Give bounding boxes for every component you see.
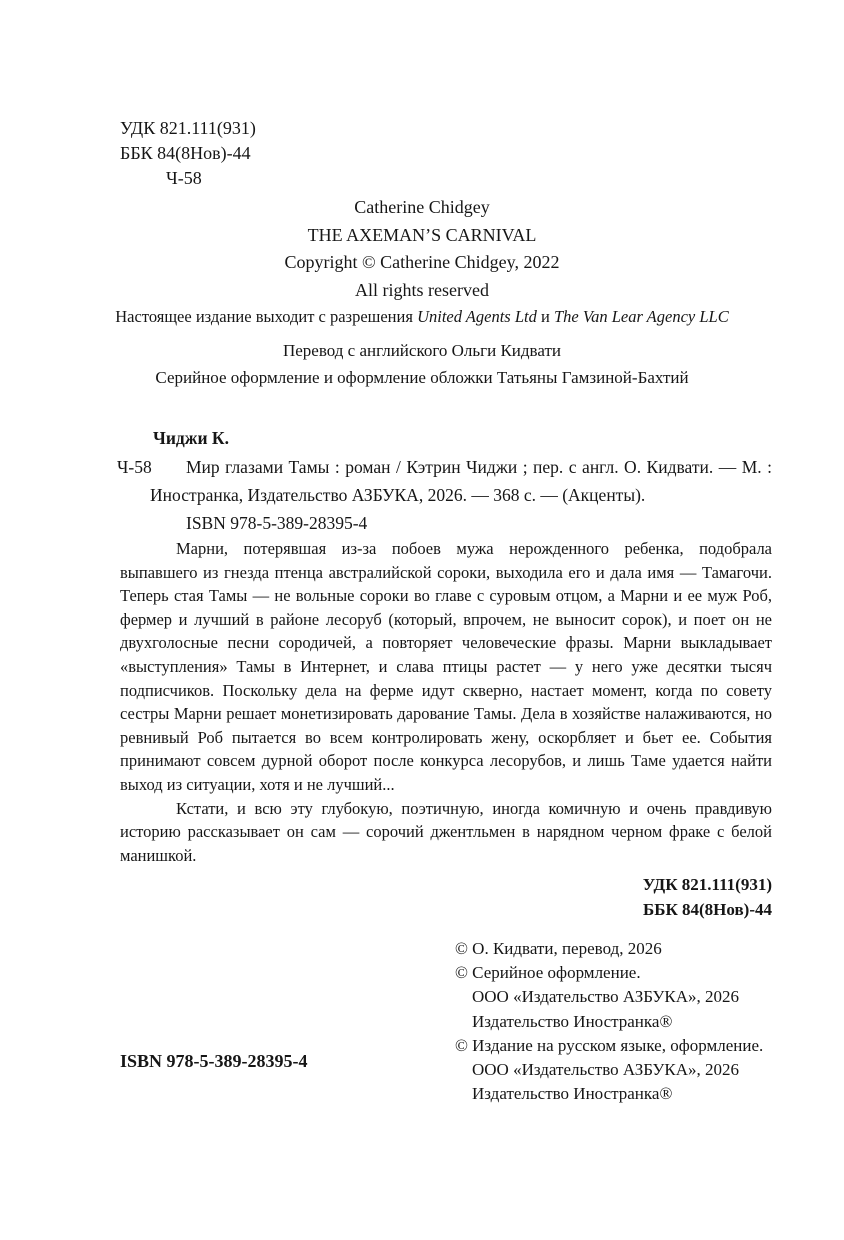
permission-line [0, 306, 844, 328]
annotation-paragraph-1: Марни, потерявшая из-за побоев мужа нерожденного ребенка, подобрала выпавшего из гнезда птенца австралийской сороки, выходила его и дала имя — Тамагочи. Теперь стая Тамы — не вольные сороки во главе с суровым отцом, а Марни и ее муж Роб, фермер и лучший в районе лесоруб (который, впрочем, не выносит сорок), и поет он не двухголосные песни сородичей, а повторяет человеческие фразы. Марни выкладывает «выступления» Тамы в Интернет, и слава птицы растет — у него уже десятки тысяч подписчиков. Поскольку дела на ферме идут скверно, настает момент, когда по совету сестры Марни решает монетизировать дарование Тамы. Дела в хозяйстве налаживаются, но ревнивый Роб пытается во всем контролировать жену, оскорбляет и бьет ее. События принимают совсем дурной оборот после конкурса лесорубов, и лишь Таме удается найти выход из ситуации, хотя и не лучший... [120, 539, 772, 794]
bottom-bibliographic-codes [643, 872, 772, 922]
catalog-isbn: ISBN 978-5-389-28395-4 [186, 513, 368, 533]
original-rights: All rights reserved [355, 279, 489, 300]
copyright-line: © Серийное оформление. [455, 963, 641, 983]
original-author: Catherine Chidgey [354, 197, 490, 217]
author-sign-code: Ч-58 [166, 168, 202, 188]
copyright-line: © Издание на русском языке, оформление. [455, 1035, 764, 1055]
original-title: THE AXEMAN’S CARNIVAL [307, 224, 537, 245]
copyright-line: ООО «Издательство АЗБУКА», 2026 [472, 987, 740, 1007]
catalog-entry-text: Мир глазами Тамы : роман / Кэтрин Чиджи ; пер. с англ. О. Кидвати. — М. : Иностранка, Издательство АЗБУКА, 2026. — 368 с. — (Акценты). [150, 457, 772, 505]
credits-block [0, 337, 844, 391]
udk-code-bottom: УДК 821.111(931) [642, 875, 772, 894]
agency-2: The Van Lear Agency LLC [553, 307, 729, 326]
copyright-line: ООО «Издательство АЗБУКА», 2026 [472, 1060, 740, 1080]
agency-1: United Agents Ltd [417, 307, 537, 326]
top-bibliographic-codes [120, 116, 256, 191]
bbk-code-bottom: ББК 84(8Нов)-44 [642, 900, 772, 919]
original-copyright: Copyright © Catherine Chidgey, 2022 [284, 252, 560, 272]
translator-credit: Перевод с английского Ольги Кидвати [282, 341, 561, 360]
catalog-entry [117, 453, 772, 509]
udk-code: УДК 821.111(931) [120, 118, 256, 138]
catalog-card [117, 423, 772, 867]
copyright-block [455, 937, 763, 1106]
bbk-code: ББК 84(8Нов)-44 [120, 143, 251, 163]
catalog-author-code: Ч-58 [117, 457, 152, 477]
copyright-line: © О. Кидвати, перевод, 2026 [455, 939, 662, 958]
catalog-author-heading: Чиджи К. [153, 428, 229, 448]
copyright-line: Издательство Иностранка® [472, 1011, 673, 1031]
designer-credit: Серийное оформление и оформление обложки Татьяны Гамзиной-Бахтий [155, 368, 689, 387]
isbn-bottom: ISBN 978-5-389-28395-4 [120, 1051, 308, 1071]
copyright-line: Издательство Иностранка® [472, 1084, 673, 1104]
original-edition-block [0, 194, 844, 304]
permission-conjunction: и [540, 307, 550, 326]
permission-text: Настоящее издание выходит с разрешения [115, 307, 413, 326]
annotation-paragraph-2: Кстати, и всю эту глубокую, поэтичную, иногда комичную и очень правдивую историю рассказывает он сам — сорочий джентльмен в нарядном черном фраке с белой манишкой. [120, 798, 772, 865]
